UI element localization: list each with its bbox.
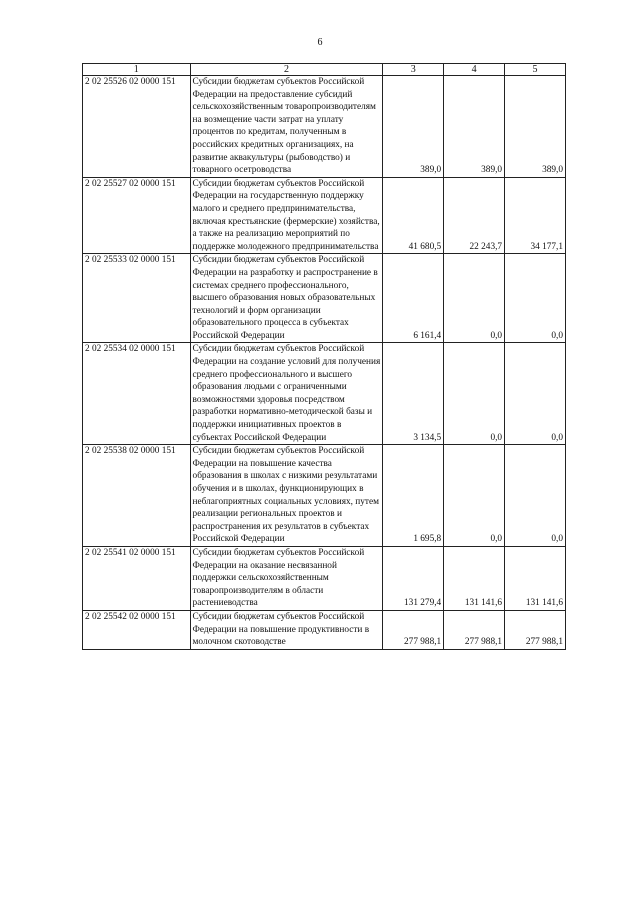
column-header-4: 4 xyxy=(444,64,505,76)
amount-col5-cell: 131 141,6 xyxy=(505,546,566,610)
amount-col3-cell: 389,0 xyxy=(383,76,444,178)
subsidy-name-cell: Субсидии бюджетам субъектов Российской Федерации на создание условий для получения среднего профессионального и высшего образования людьми с ограниченными возможностями здоровья посредством разработки нормативно-методической базы и поддержки инициативных проектов в субъектах Российской Федерации xyxy=(190,343,383,445)
budget-code-cell: 2 02 25542 02 0000 151 xyxy=(83,610,191,649)
amount-col3-cell: 277 988,1 xyxy=(383,610,444,649)
amount-col4-cell: 277 988,1 xyxy=(444,610,505,649)
budget-code-cell: 2 02 25533 02 0000 151 xyxy=(83,254,191,343)
amount-col5-cell: 0,0 xyxy=(505,254,566,343)
column-header-1: 1 xyxy=(83,64,191,76)
amount-col3-cell: 1 695,8 xyxy=(383,445,444,547)
amount-col4-cell: 0,0 xyxy=(444,343,505,445)
amount-col3-cell: 41 680,5 xyxy=(383,177,444,254)
table-row xyxy=(83,254,566,343)
subsidy-name-cell: Субсидии бюджетам субъектов Российской Федерации на разработку и распространение в системах среднего профессионального, высшего образования новых образовательных технологий и форм организации образовательного процесса в субъектах Российской Федерации xyxy=(190,254,383,343)
amount-col4-cell: 131 141,6 xyxy=(444,546,505,610)
budget-code-cell: 2 02 25527 02 0000 151 xyxy=(83,177,191,254)
table-row xyxy=(83,76,566,178)
amount-col5-cell: 0,0 xyxy=(505,343,566,445)
column-header-2: 2 xyxy=(190,64,383,76)
table-row xyxy=(83,546,566,610)
page-number: 6 xyxy=(317,37,323,48)
subsidy-name-cell: Субсидии бюджетам субъектов Российской Федерации на повышение качества образования в школах с низкими результатами обучения и в школах, функционирующих в неблагоприятных социальных условиях, путем реализации региональных проектов и распространения их результатов в субъектах Российской Федерации xyxy=(190,445,383,547)
amount-col3-cell: 6 161,4 xyxy=(383,254,444,343)
budget-code-cell: 2 02 25526 02 0000 151 xyxy=(83,76,191,178)
table-row xyxy=(83,610,566,649)
subsidy-name-cell: Субсидии бюджетам субъектов Российской Федерации на повышение продуктивности в молочном скотоводстве xyxy=(190,610,383,649)
subsidy-name-cell: Субсидии бюджетам субъектов Российской Федерации на оказание несвязанной поддержки сельскохозяйственным товаропроизводителям в области растениеводства xyxy=(190,546,383,610)
subsidy-name-cell: Субсидии бюджетам субъектов Российской Федерации на предоставление субсидий сельскохозяйственным товаропроизводителям на возмещение части затрат на уплату процентов по кредитам, полученным в российских кредитных организациях, на развитие аквакультуры (рыбоводство) и товарного осетроводства xyxy=(190,76,383,178)
amount-col3-cell: 3 134,5 xyxy=(383,343,444,445)
column-header-3: 3 xyxy=(383,64,444,76)
subsidies-table xyxy=(82,63,566,650)
amount-col5-cell: 277 988,1 xyxy=(505,610,566,649)
table-row xyxy=(83,343,566,445)
amount-col5-cell: 0,0 xyxy=(505,445,566,547)
table-row xyxy=(83,445,566,547)
amount-col4-cell: 22 243,7 xyxy=(444,177,505,254)
budget-code-cell: 2 02 25534 02 0000 151 xyxy=(83,343,191,445)
column-header-5: 5 xyxy=(505,64,566,76)
amount-col4-cell: 0,0 xyxy=(444,445,505,547)
table-header-row xyxy=(83,64,566,76)
budget-code-cell: 2 02 25541 02 0000 151 xyxy=(83,546,191,610)
amount-col4-cell: 0,0 xyxy=(444,254,505,343)
amount-col3-cell: 131 279,4 xyxy=(383,546,444,610)
amount-col5-cell: 34 177,1 xyxy=(505,177,566,254)
budget-code-cell: 2 02 25538 02 0000 151 xyxy=(83,445,191,547)
amount-col4-cell: 389,0 xyxy=(444,76,505,178)
subsidy-name-cell: Субсидии бюджетам субъектов Российской Федерации на государственную поддержку малого и среднего предпринимательства, включая крестьянские (фермерские) хозяйства, а также на реализацию мероприятий по поддержке молодежного предпринимательства xyxy=(190,177,383,254)
table-row xyxy=(83,177,566,254)
amount-col5-cell: 389,0 xyxy=(505,76,566,178)
